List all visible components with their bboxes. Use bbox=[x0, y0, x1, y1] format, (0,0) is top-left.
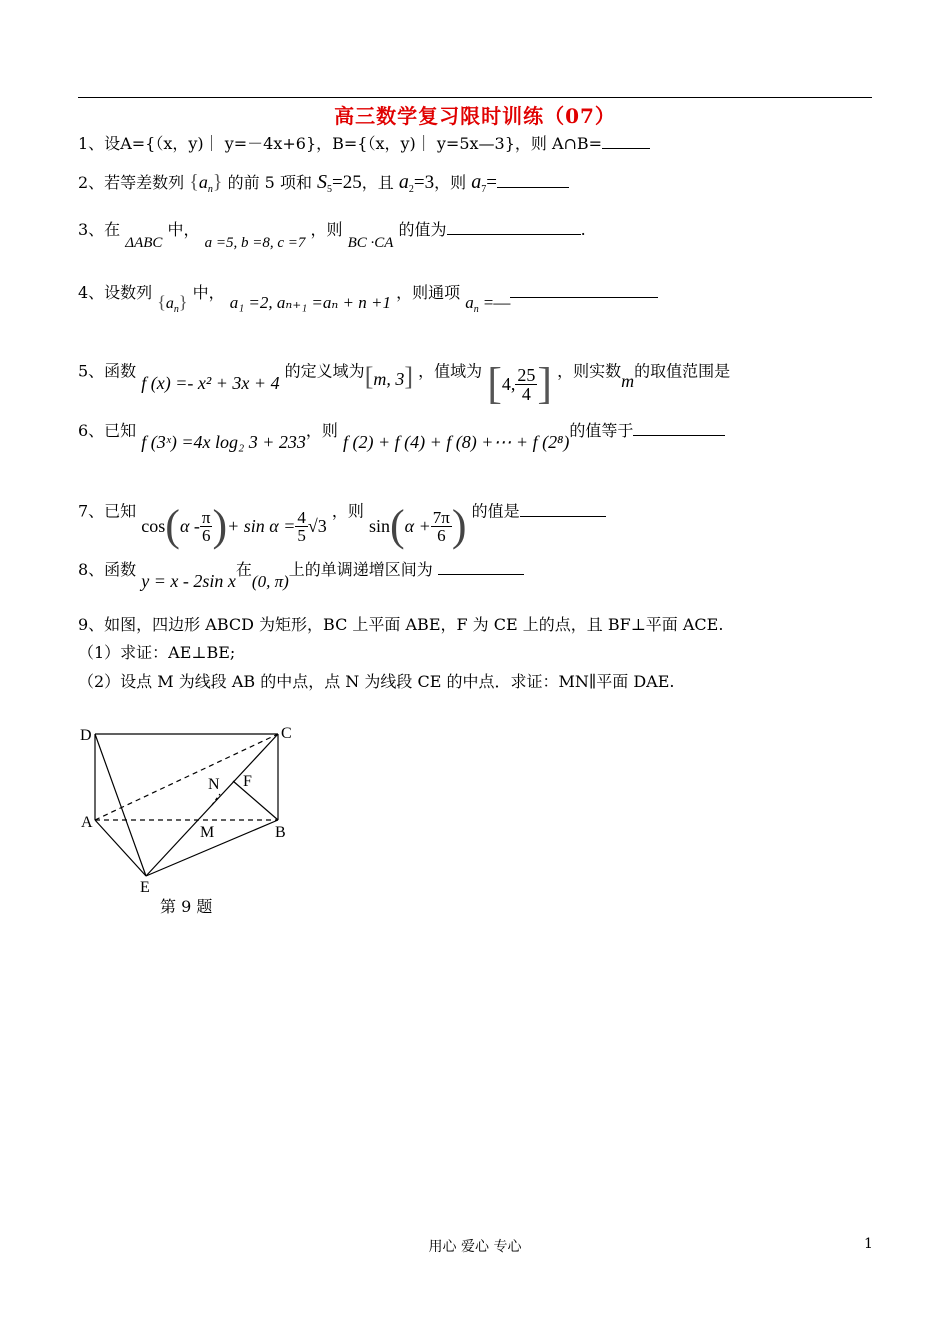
q6-function: f (3ˣ) =4x log₂ 3 + 233 bbox=[141, 432, 306, 452]
q2-a2: a bbox=[398, 171, 409, 193]
q2-a2-sub: 2 bbox=[408, 184, 414, 196]
question-7 bbox=[78, 490, 606, 550]
footer-text: 用心 爱心 专心 bbox=[428, 1239, 522, 1255]
q3-mid2: ，则 bbox=[310, 220, 343, 239]
label-A: A bbox=[81, 814, 93, 831]
q8-interval: (0, π) bbox=[251, 572, 289, 591]
q5-mid2: ，值域为 bbox=[418, 361, 483, 381]
question-6 bbox=[78, 421, 725, 452]
figure-caption: 第 9 题 bbox=[160, 897, 213, 916]
q4-brace-right: } bbox=[178, 292, 188, 312]
label-B: B bbox=[275, 824, 286, 841]
q2-num: 2、若等差数列 bbox=[78, 173, 185, 192]
q5-range-low: 4, bbox=[501, 374, 516, 394]
q2-mid3: ，则 bbox=[434, 173, 467, 192]
q5-bracket-right: ] bbox=[404, 361, 414, 391]
edge-FB bbox=[233, 781, 278, 820]
q5-num: 5、函数 bbox=[78, 361, 137, 381]
q7-six2: 6 bbox=[437, 525, 446, 545]
q4-recurrence: a₁ =2, aₙ₊₁ =aₙ + n +1 bbox=[229, 293, 391, 312]
q4-blank bbox=[510, 283, 658, 298]
q2-a2-val: =3 bbox=[413, 172, 435, 193]
q8-num: 8、函数 bbox=[78, 560, 137, 579]
q6-end: 的值等于 bbox=[569, 421, 634, 440]
page-title: 高三数学复习限时训练（07） bbox=[334, 104, 616, 128]
q7-six: 6 bbox=[201, 525, 211, 545]
q2-s5: S bbox=[317, 171, 328, 193]
question-9-part-2: （2）设点 M 为线段 AB 的中点，点 N 为线段 CE 的中点．求证：MN∥平面 DAE. bbox=[78, 672, 675, 691]
question-2 bbox=[78, 172, 569, 195]
q2-brace-left: { bbox=[189, 171, 199, 193]
q3-end: 的值为 bbox=[398, 220, 447, 239]
q7-num: 7、已知 bbox=[78, 501, 137, 521]
question-4 bbox=[78, 283, 658, 316]
edge-AE bbox=[95, 820, 146, 876]
q3-mid: 中， bbox=[167, 220, 200, 239]
edge-MN-dashed bbox=[212, 794, 220, 805]
question-3 bbox=[78, 220, 586, 251]
q7-five: 5 bbox=[297, 525, 306, 545]
q7-paren2-left: ( bbox=[390, 501, 405, 550]
q1-text: A={（x，y)｜ y=－4x+6}，B={（x，y)｜ y=5x—3}，则 A∩B= bbox=[120, 134, 603, 153]
page-number: 1 bbox=[864, 1236, 873, 1252]
q8-end: 上的单调递增区间为 bbox=[288, 560, 433, 579]
q2-s5-sub: 5 bbox=[327, 184, 333, 196]
q4-brace-left: { bbox=[157, 292, 166, 312]
q7-paren-right: ) bbox=[212, 501, 228, 550]
q6-mid: ，则 bbox=[305, 421, 338, 440]
q8-function: y = x - 2sin x bbox=[141, 571, 236, 591]
q7-blank bbox=[520, 502, 606, 517]
q7-four: 4 bbox=[297, 507, 306, 527]
q2-s5-val: =25 bbox=[332, 172, 362, 193]
q7-pi: π bbox=[201, 507, 211, 527]
label-D: D bbox=[80, 727, 92, 744]
q6-blank bbox=[633, 421, 725, 436]
q4-an-sub: n bbox=[473, 304, 479, 316]
label-N: N bbox=[208, 776, 220, 793]
q4-an: a bbox=[465, 293, 474, 312]
q2-a7-sub: 7 bbox=[481, 184, 487, 196]
q5-end: 的取值范围是 bbox=[634, 361, 731, 381]
q5-m: m bbox=[621, 370, 635, 391]
q2-a7-val: = bbox=[486, 172, 497, 193]
q5-range-right: ] bbox=[537, 359, 553, 408]
q7-cos: cos bbox=[141, 516, 166, 536]
q4-eq: =— bbox=[483, 293, 511, 312]
q3-cond: a =5, b =8, c =7 bbox=[204, 235, 306, 251]
question-9-part-1: （1）求证：AE⊥BE; bbox=[78, 643, 236, 662]
q5-mid3: ，则实数 bbox=[557, 361, 622, 381]
label-F: F bbox=[243, 773, 252, 790]
q7-mid: ，则 bbox=[331, 501, 364, 521]
geometry-figure bbox=[70, 718, 310, 898]
q7-rhs bbox=[368, 501, 467, 550]
q2-mid2: ，且 bbox=[361, 173, 394, 192]
q2-a: a bbox=[198, 172, 208, 192]
q8-blank bbox=[438, 560, 524, 575]
q3-num: 3、在 bbox=[78, 220, 121, 239]
q3-triangle: ΔABC bbox=[125, 235, 163, 251]
q7-alpha2: α + bbox=[404, 516, 431, 536]
q6-num: 6、已知 bbox=[78, 421, 137, 440]
question-1 bbox=[78, 134, 650, 152]
header-rule bbox=[78, 97, 872, 98]
q7-sqrt3: √3 bbox=[307, 516, 327, 536]
edge-DE bbox=[95, 734, 146, 876]
q5-range-left: [ bbox=[487, 359, 502, 408]
q2-sub-n: n bbox=[207, 184, 213, 196]
q5-function: f (x) =- x² + 3x + 4 bbox=[141, 372, 280, 393]
q5-mid: 的定义域为 bbox=[284, 361, 365, 381]
question-8 bbox=[78, 560, 524, 591]
q2-mid: 的前 5 项和 bbox=[227, 173, 312, 192]
q5-frac-num: 25 bbox=[517, 364, 536, 385]
q7-end: 的值是 bbox=[471, 501, 520, 521]
q4-num: 4、设数列 bbox=[78, 283, 153, 302]
question-9: 9、如图，四边形 ABCD 为矩形，BC 上平面 ABE，F 为 CE 上的点，且 BF⊥平面 ACE. bbox=[78, 615, 724, 634]
q4-sub-n: n bbox=[173, 304, 179, 316]
question-5 bbox=[78, 350, 731, 408]
q7-sin: sin bbox=[368, 516, 390, 536]
label-E: E bbox=[140, 879, 150, 896]
q3-vector: BC ·CA bbox=[347, 235, 394, 251]
label-M: M bbox=[200, 824, 215, 841]
q2-brace-right: } bbox=[212, 171, 223, 193]
q3-blank bbox=[447, 220, 581, 235]
q5-domain: m, 3 bbox=[373, 368, 405, 389]
q4-mid2: ，则通项 bbox=[396, 283, 461, 302]
q2-blank bbox=[497, 173, 569, 188]
q7-lhs bbox=[141, 501, 327, 550]
q7-plus-sin: + sin α = bbox=[227, 516, 296, 536]
q4-a: a bbox=[165, 295, 174, 312]
q3-dot: . bbox=[580, 220, 586, 239]
q7-alpha: α - bbox=[179, 516, 200, 536]
q2-a7: a bbox=[471, 171, 482, 193]
q4-mid: 中， bbox=[192, 283, 225, 302]
q1-blank bbox=[602, 134, 650, 149]
q5-bracket-left: [ bbox=[364, 361, 374, 391]
q5-frac-den: 4 bbox=[521, 383, 531, 404]
q6-sum: f (2) + f (4) + f (8) +⋯ + f (2⁸) bbox=[343, 432, 570, 452]
q7-paren-left: ( bbox=[165, 501, 180, 550]
label-C: C bbox=[281, 725, 292, 742]
q7-paren2-right: ) bbox=[451, 501, 467, 550]
q8-mid: 在 bbox=[235, 560, 252, 579]
q1-num: 1、设 bbox=[78, 134, 121, 153]
q7-sevenpi: 7π bbox=[432, 507, 450, 527]
